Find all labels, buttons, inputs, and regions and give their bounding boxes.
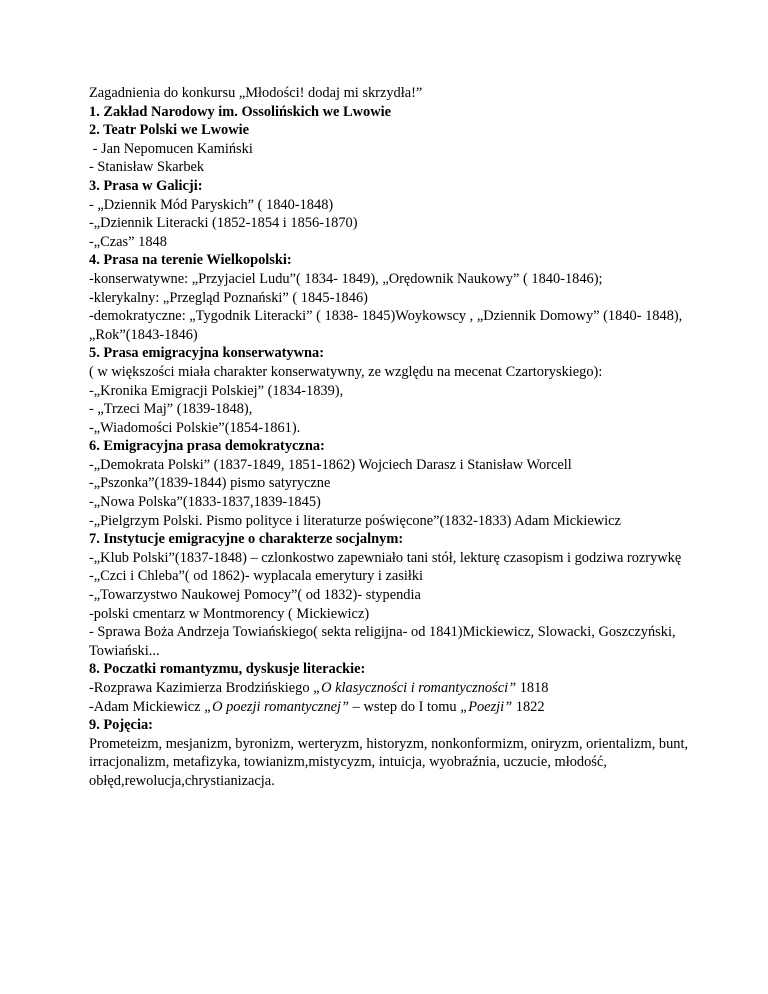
list-item	[89, 698, 749, 717]
section-2-heading: 2. Teatr Polski we Lwowie	[89, 122, 250, 139]
list-item: -„Czci i Chleba”( od 1862)- wyplacala emerytury i zasiłki	[89, 568, 424, 585]
list-item: -konserwatywne: „Przyjaciel Ludu”( 1834- 1849), „Orędownik Naukowy” ( 1840-1846);	[89, 270, 603, 287]
item-middle: – wstep do I tomu	[349, 698, 461, 715]
list-item: - „Trzeci Maj” (1839-1848),	[89, 401, 253, 418]
list-item: -„Klub Polski”(1837-1848) – czlonkostwo zapewniało tani stół, lekturę czasopism i godziwa rozrywkę	[89, 549, 682, 566]
list-item: -„Dziennik Literacki (1852-1854 i 1856-1870)	[89, 215, 358, 232]
document-page	[89, 84, 749, 791]
section-6-heading: 6. Emigracyjna prasa demokratyczna:	[89, 438, 325, 455]
list-item: -„Pszonka”(1839-1844) pismo satyryczne	[89, 475, 331, 492]
item-year: 1822	[512, 698, 545, 715]
section-3-heading: 3. Prasa w Galicji:	[89, 177, 203, 194]
document-title: Zagadnienia do konkursu „Młodości! dodaj mi skrzydła!”	[89, 85, 423, 101]
list-item: -„Towarzystwo Naukowej Pomocy”( od 1832)- stypendia	[89, 587, 421, 604]
list-item: -„Kronika Emigracji Polskiej” (1834-1839),	[89, 382, 344, 399]
work-title: „Poezji”	[460, 698, 513, 715]
list-item: - Jan Nepomucen Kamiński	[89, 140, 253, 157]
section-4-heading: 4. Prasa na terenie Wielkopolski:	[89, 252, 292, 269]
list-item: -„Demokrata Polski” (1837-1849, 1851-1862) Wojciech Darasz i Stanisław Worcell	[89, 456, 572, 473]
section-1-heading: 1. Zakład Narodowy im. Ossolińskich we Lwowie	[89, 103, 391, 120]
list-item: - Stanisław Skarbek	[89, 159, 205, 176]
list-item: -polski cmentarz w Montmorency ( Mickiewicz)	[89, 605, 370, 622]
list-item	[89, 679, 749, 698]
list-item: -demokratyczne: „Tygodnik Literacki” ( 1838- 1845)Woykowscy , „Dziennik Domowy” (1840- 1848), „Rok”(1843-1846)	[89, 308, 683, 343]
section-5-heading: 5. Prasa emigracyjna konserwatywna:	[89, 345, 325, 362]
item-year: 1818	[516, 680, 549, 696]
item-prefix: -Rozprawa Kazimierza Brodzińskiego	[89, 680, 314, 696]
list-item: -„Wiadomości Polskie”(1854-1861).	[89, 419, 301, 436]
list-item: ( w większości miała charakter konserwatywny, ze względu na mecenat Czartoryskiego):	[89, 363, 603, 380]
list-item: -„Nowa Polska”(1833-1837,1839-1845)	[89, 494, 321, 511]
list-item: - Sprawa Boża Andrzeja Towiańskiego( sekta religijna- od 1841)Mickiewicz, Slowacki, Goszczyński, Towiański...	[89, 624, 676, 659]
section-8-heading: 8. Poczatki romantyzmu, dyskusje literackie:	[89, 661, 366, 678]
list-item: - „Dziennik Mód Paryskich” ( 1840-1848)	[89, 196, 334, 213]
list-item: -„Pielgrzym Polski. Pismo polityce i literaturze poświęcone”(1832-1833) Adam Mickiewicz	[89, 512, 621, 529]
item-prefix: -Adam Mickiewicz	[89, 698, 205, 715]
section-7-heading: 7. Instytucje emigracyjne o charakterze socjalnym:	[89, 531, 404, 548]
section-9-heading: 9. Pojęcia:	[89, 717, 153, 734]
work-title: „O poezji romantycznej”	[204, 698, 350, 715]
list-item: -„Czas” 1848	[89, 233, 167, 250]
work-title: „O klasyczności i romantyczności”	[313, 680, 517, 696]
concepts-paragraph: Prometeizm, mesjanizm, byronizm, werteryzm, historyzm, nonkonformizm, oniryzm, orientalizm, bunt, irracjonalizm, metafizyka, towianizm,mistycyzm, intuicja, wyobraźnia, uczucie, młodość, obłęd,rewolucja,chrystianizacja.	[89, 735, 689, 789]
list-item: -klerykalny: „Przegląd Poznański” ( 1845-1846)	[89, 289, 368, 306]
